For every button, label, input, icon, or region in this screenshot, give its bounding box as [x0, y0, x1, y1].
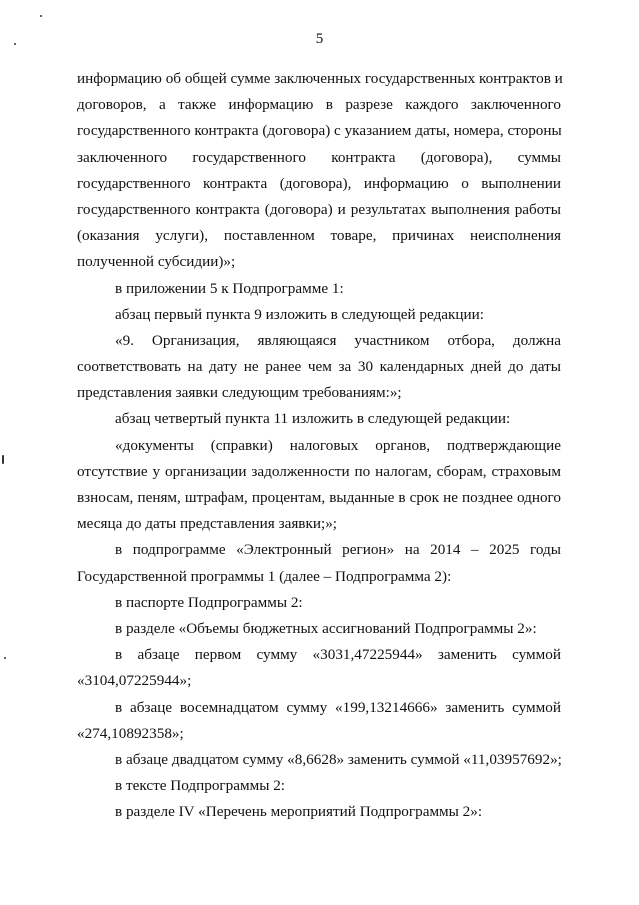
text-line: «274,10892358»; — [77, 724, 184, 742]
document-body — [77, 66, 561, 825]
scan-speck — [40, 15, 42, 17]
text-line: месяца до даты представления заявки;»; — [77, 515, 338, 533]
text-line: «3104,07225944»; — [77, 672, 192, 690]
scan-speck — [2, 455, 4, 464]
text-line: в абзаце восемнадцатом сумму «199,13214666» заменить суммой — [115, 698, 561, 716]
text-line: заключенного государственного контракта (договора), суммы — [77, 148, 561, 166]
text-line: в разделе IV «Перечень мероприятий Подпрограммы 2»: — [115, 803, 483, 821]
text-line: абзац первый пункта 9 изложить в следующей редакции: — [115, 305, 485, 323]
text-line: представления заявки следующим требованиям:»; — [77, 384, 402, 402]
text-line: Государственной программы 1 (далее – Подпрограмма 2): — [77, 567, 452, 585]
text-line: договоров, а также информацию в разрезе каждого заключенного — [77, 96, 561, 114]
text-line: в абзаце двадцатом сумму «8,6628» заменить суммой «11,03957692»; — [115, 750, 562, 768]
text-line: в паспорте Подпрограммы 2: — [115, 593, 303, 611]
text-line: государственного контракта (договора) с указанием даты, номера, стороны — [77, 122, 562, 140]
text-line: «9. Организация, являющаяся участником отбора, должна — [115, 331, 561, 349]
text-line: в разделе «Объемы бюджетных ассигнований Подпрограммы 2»: — [115, 619, 537, 637]
text-line: отсутствие у организации задолженности по налогам, сборам, страховым — [77, 462, 561, 480]
text-line: соответствовать на дату не ранее чем за 30 календарных дней до даты — [77, 358, 561, 376]
text-line: абзац четвертый пункта 11 изложить в следующей редакции: — [115, 410, 511, 428]
scan-speck — [4, 657, 6, 659]
text-line: в приложении 5 к Подпрограмме 1: — [115, 279, 344, 297]
text-line: взносам, пеням, штрафам, процентам, выданные в срок не позднее одного — [77, 489, 561, 506]
text-line: государственного контракта (договора) и результатах выполнения работы — [77, 200, 561, 218]
text-line: в тексте Подпрограммы 2: — [115, 777, 286, 795]
text-line: государственного контракта (договора), информацию о выполнении — [77, 174, 561, 192]
text-line: в абзаце первом сумму «3031,47225944» заменить суммой — [115, 646, 561, 664]
page-number: 5 — [315, 31, 324, 47]
text-line: (оказания услуги), поставленном товаре, причинах неисполнения — [77, 227, 561, 245]
text-line: информацию об общей сумме заключенных государственных контрактов и — [77, 70, 563, 87]
text-line: «документы (справки) налоговых органов, подтверждающие — [115, 436, 561, 454]
text-line: полученной субсидии)»; — [77, 253, 236, 271]
text-line: в подпрограмме «Электронный регион» на 2014 – 2025 годы — [115, 541, 561, 559]
